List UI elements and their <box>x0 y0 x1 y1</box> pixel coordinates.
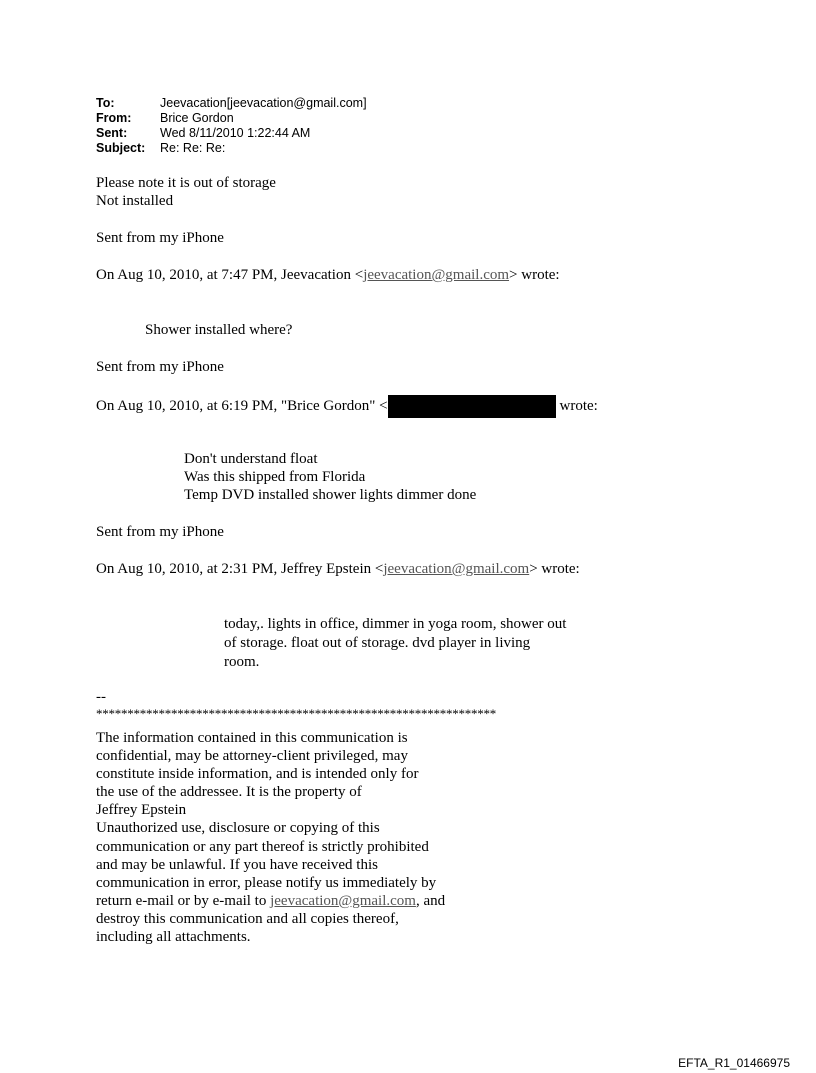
from-value: Brice Gordon <box>160 111 234 125</box>
quote-header-2-prefix: On Aug 10, 2010, at 6:19 PM, "Brice Gordon" < <box>96 397 388 414</box>
quote-3-line-2: of storage. float out of storage. dvd player in living <box>224 635 531 651</box>
quote-2-line-2: Was this shipped from Florida <box>184 469 366 485</box>
body-line-2: Not installed <box>96 193 174 209</box>
quote-1-text: Shower installed where? <box>145 322 293 338</box>
quote-header-3-email-link[interactable]: jeevacation@gmail.com <box>383 561 530 577</box>
disclaimer-line: the use of the addressee. It is the property of <box>96 784 362 801</box>
quote-2-line-1: Don't understand float <box>184 451 318 467</box>
disclaimer-line: Jeffrey Epstein <box>96 802 187 819</box>
from-label: From: <box>96 111 132 125</box>
quote-header-2 <box>96 395 598 418</box>
disclaimer-line: communication in error, please notify us immediately by <box>96 874 437 891</box>
disclaimer-line: including all attachments. <box>96 929 251 946</box>
from-row <box>96 111 367 126</box>
to-value: Jeevacation[jeevacation@gmail.com] <box>160 96 367 110</box>
disclaimer-line: communication or any part thereof is strictly prohibited <box>96 838 429 855</box>
sent-row <box>96 126 367 141</box>
quote-header-2-suffix: wrote: <box>559 397 598 414</box>
quote-header-1-email-link[interactable]: jeevacation@gmail.com <box>363 267 510 283</box>
quote-header-1 <box>96 266 560 284</box>
quote-3-line-1: today,. lights in office, dimmer in yoga room, shower out <box>224 616 567 632</box>
disclaimer-line: destroy this communication and all copies thereof, <box>96 910 399 927</box>
signature-3: Sent from my iPhone <box>96 524 224 540</box>
quote-header-3 <box>96 560 580 578</box>
disclaimer-email-prefix: return e-mail or by e-mail to <box>96 892 271 909</box>
body-line-1: Please note it is out of storage <box>96 175 276 191</box>
asterisk-divider: **************************************************************** <box>96 706 496 721</box>
quote-header-1-prefix: On Aug 10, 2010, at 7:47 PM, Jeevacation < <box>96 267 364 283</box>
to-row <box>96 96 367 111</box>
redaction-bar <box>388 395 556 418</box>
disclaimer-line: constitute inside information, and is intended only for <box>96 766 419 783</box>
signature-dashes: -- <box>96 689 106 705</box>
disclaimer-line: Unauthorized use, disclosure or copying of this <box>96 820 380 837</box>
quote-3-line-3: room. <box>224 654 260 670</box>
email-header <box>96 96 367 156</box>
disclaimer <box>96 729 445 946</box>
sent-label: Sent: <box>96 126 128 140</box>
quote-2-line-3: Temp DVD installed shower lights dimmer done <box>184 487 477 503</box>
sent-value: Wed 8/11/2010 1:22:44 AM <box>160 126 311 140</box>
quote-header-3-prefix: On Aug 10, 2010, at 2:31 PM, Jeffrey Epstein < <box>96 561 384 577</box>
signature-1: Sent from my iPhone <box>96 230 224 246</box>
quote-header-3-suffix: > wrote: <box>529 561 580 577</box>
disclaimer-email-link[interactable]: jeevacation@gmail.com <box>270 892 416 909</box>
subject-row <box>96 141 367 156</box>
disclaimer-line: The information contained in this communication is <box>96 730 408 746</box>
document-id: EFTA_R1_01466975 <box>678 1056 790 1070</box>
quote-header-1-suffix: > wrote: <box>509 267 560 283</box>
signature-2: Sent from my iPhone <box>96 359 224 375</box>
disclaimer-line-email <box>96 892 445 910</box>
disclaimer-line: confidential, may be attorney-client privileged, may <box>96 748 408 765</box>
disclaimer-line: and may be unlawful. If you have received this <box>96 856 378 873</box>
subject-label: Subject: <box>96 141 146 155</box>
to-label: To: <box>96 96 115 110</box>
subject-value: Re: Re: Re: <box>160 141 226 155</box>
disclaimer-email-suffix: , and <box>415 892 446 909</box>
